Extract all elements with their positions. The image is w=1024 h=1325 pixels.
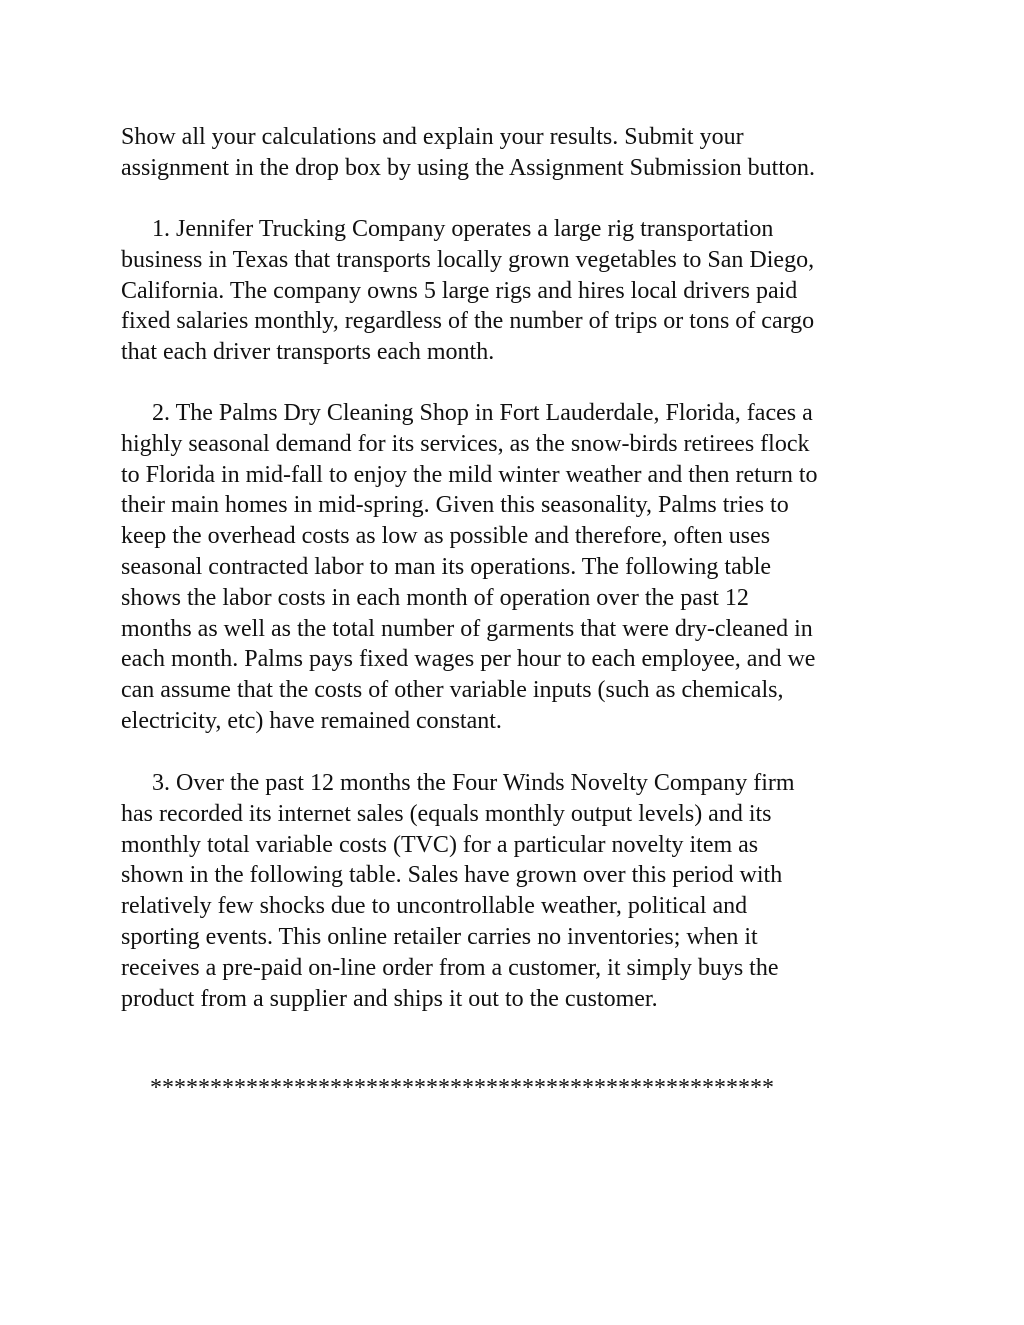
question-2-paragraph (121, 398, 911, 737)
intro-line: assignment in the drop box by using the Assignment Submission button. (121, 154, 816, 181)
question-3-paragraph (121, 768, 911, 1014)
question-1-line: business in Texas that transports locally grown vegetables to San Diego, (121, 246, 815, 273)
question-3-line: receives a pre-paid on-line order from a customer, it simply buys the (121, 954, 779, 981)
question-2-line: keep the overhead costs as low as possible and therefore, often uses (121, 523, 771, 550)
asterisk-separator: **************************************************** (150, 1075, 774, 1101)
question-2-line: their main homes in mid-spring. Given this seasonality, Palms tries to (121, 492, 789, 519)
question-3-line: shown in the following table. Sales have grown over this period with (121, 862, 783, 889)
question-1-line: that each driver transports each month. (121, 339, 495, 366)
question-2-line: seasonal contracted labor to man its operations. The following table (121, 553, 772, 580)
question-2-line: to Florida in mid-fall to enjoy the mild winter weather and then return to (121, 461, 818, 488)
question-2-line: months as well as the total number of garments that were dry-cleaned in (121, 615, 813, 642)
question-2-line: highly seasonal demand for its services, as the snow-birds retirees flock (121, 430, 810, 457)
question-2-line: shows the labor costs in each month of operation over the past 12 (121, 584, 749, 611)
question-2-line: 2. The Palms Dry Cleaning Shop in Fort Lauderdale, Florida, faces a (152, 400, 813, 426)
question-2-line: electricity, etc) have remained constant. (121, 707, 502, 734)
question-1-line: fixed salaries monthly, regardless of the number of trips or tons of cargo (121, 308, 815, 335)
question-3-line: 3. Over the past 12 months the Four Winds Novelty Company firm (152, 770, 795, 796)
intro-paragraph (121, 122, 911, 184)
question-1-paragraph (121, 214, 911, 368)
question-3-line: product from a supplier and ships it out to the customer. (121, 985, 658, 1012)
question-2-line: each month. Palms pays fixed wages per hour to each employee, and we (121, 646, 816, 673)
question-3-line: sporting events. This online retailer carries no inventories; when it (121, 923, 758, 950)
question-2-line: can assume that the costs of other variable inputs (such as chemicals, (121, 677, 784, 704)
question-1-line: California. The company owns 5 large rigs and hires local drivers paid (121, 277, 798, 304)
intro-line: Show all your calculations and explain your results. Submit your (121, 124, 744, 150)
question-1-line: 1. Jennifer Trucking Company operates a large rig transportation (152, 216, 774, 242)
question-3-line: monthly total variable costs (TVC) for a particular novelty item as (121, 831, 759, 858)
question-3-line: has recorded its internet sales (equals monthly output levels) and its (121, 800, 772, 827)
question-3-line: relatively few shocks due to uncontrollable weather, political and (121, 893, 748, 920)
